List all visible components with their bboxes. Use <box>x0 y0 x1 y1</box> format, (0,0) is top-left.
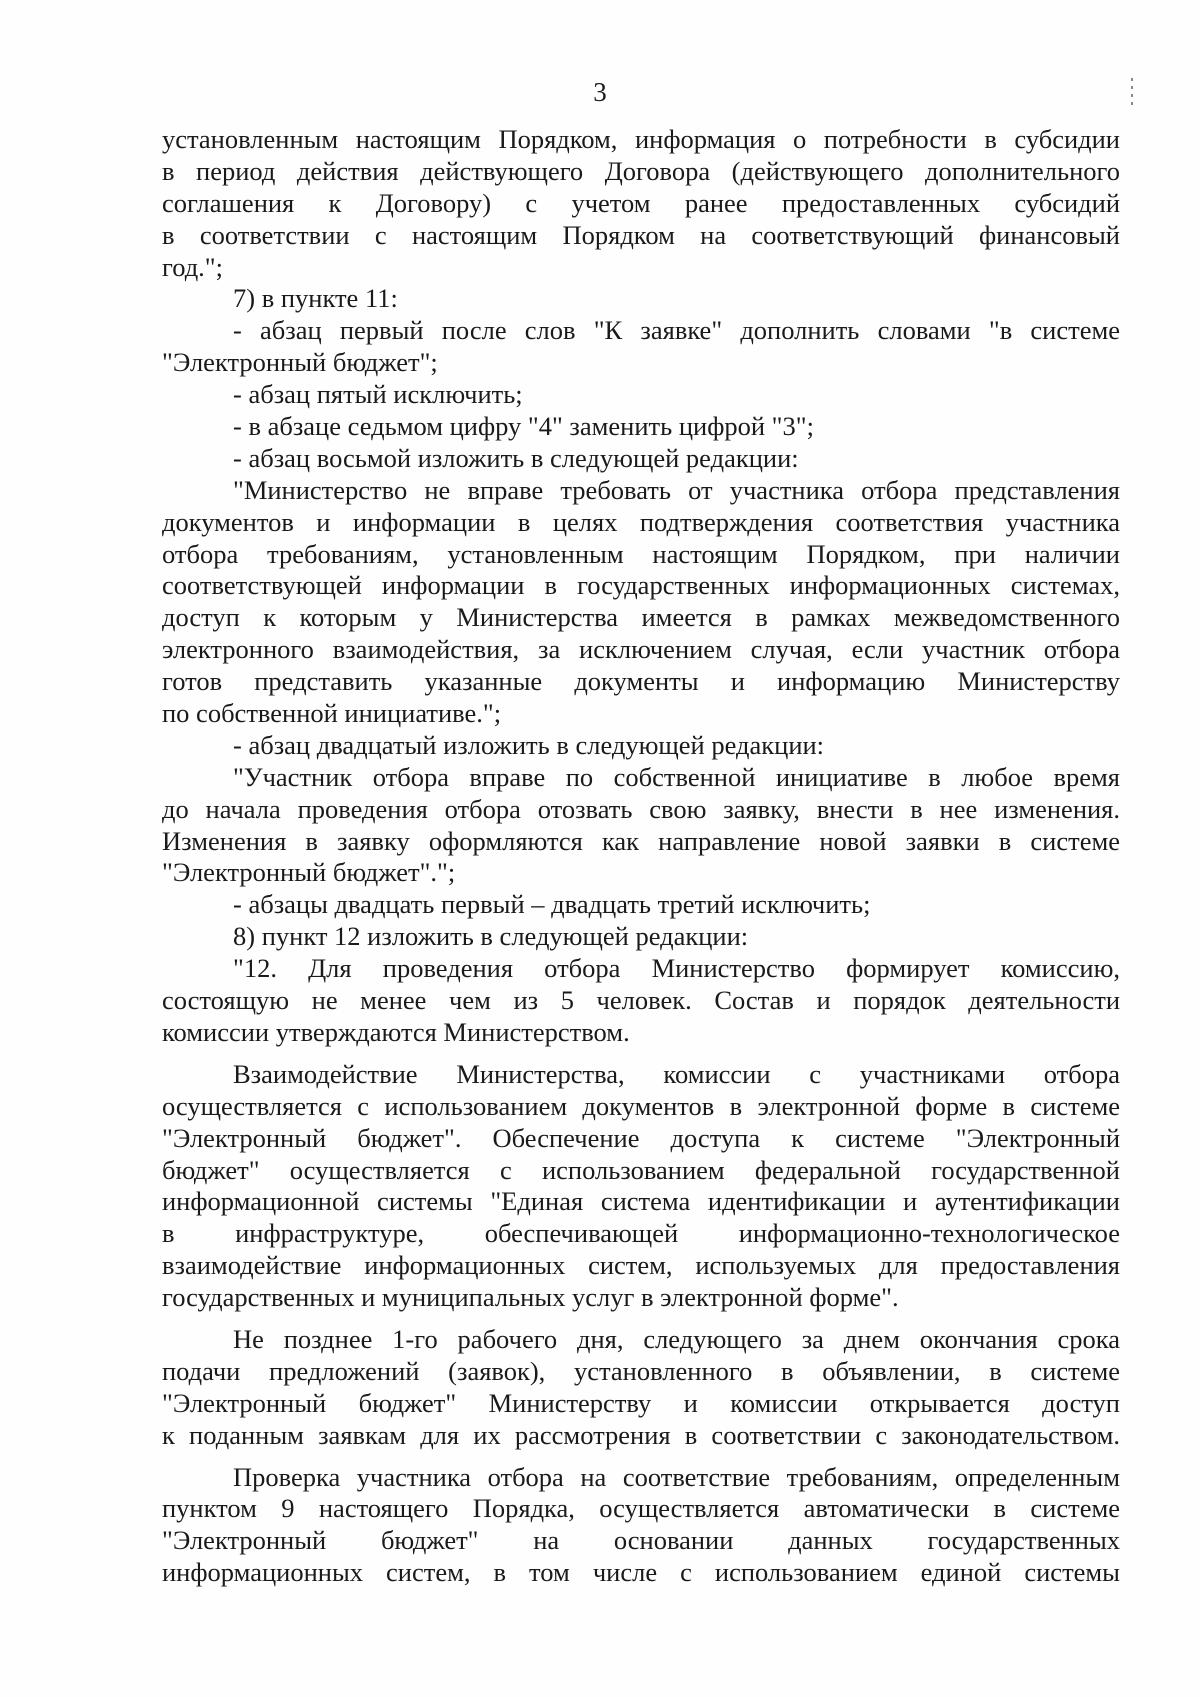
text-line: установленным настоящим Порядком, информация о потребности в субсидии <box>162 124 1120 154</box>
scan-artifact <box>1131 86 1133 89</box>
text-line: государственных и муниципальных услуг в электронной форме". <box>162 1282 899 1313</box>
text-line: к поданным заявкам для их рассмотрения в соответствии с законодательством. <box>162 1419 1120 1450</box>
text-line: по собственной инициативе."; <box>162 698 502 729</box>
document-body <box>162 124 1120 1589</box>
text-line: "Участник отбора вправе по собственной инициативе в любое время <box>233 761 1120 792</box>
text-line: "Министерство не вправе требовать от участника отбора представления <box>233 474 1120 505</box>
text-line: "Электронный бюджет" на основании данных государственных <box>162 1525 1120 1556</box>
text-line: отбора требованиям, установленным настоящим Порядком, при наличии <box>162 538 1120 569</box>
text-line: год."; <box>162 251 223 282</box>
text-line: документов и информации в целях подтверждения соответствия участника <box>162 506 1120 537</box>
text-line: состоящую не менее чем из 5 человек. Состав и порядок деятельности <box>162 985 1120 1016</box>
text-line: в соответствии с настоящим Порядком на соответствующий финансовый <box>162 219 1120 250</box>
text-line: электронного взаимодействия, за исключением случая, если участник отбора <box>162 634 1120 665</box>
text-line: - абзацы двадцать первый – двадцать третий исключить; <box>233 889 871 920</box>
text-line: осуществляется с использованием документов в электронной форме в системе <box>162 1090 1120 1121</box>
text-line: Проверка участника отбора на соответствие требованиям, определенным <box>233 1461 1120 1492</box>
text-line: - абзац восьмой изложить в следующей редакции: <box>233 442 799 473</box>
text-line: - абзац двадцатый изложить в следующей редакции: <box>233 729 825 760</box>
text-line: подачи предложений (заявок), установленного в объявлении, в системе <box>162 1355 1120 1386</box>
text-line: доступ к которым у Министерства имеется в рамках межведомственного <box>162 602 1120 633</box>
text-line: 7) в пункте 11: <box>233 283 398 314</box>
text-line: соответствующей информации в государственных информационных системах, <box>162 570 1120 601</box>
text-line: в период действия действующего Договора (действующего дополнительного <box>162 155 1120 186</box>
text-line: Взаимодействие Министерства, комиссии с участниками отбора <box>233 1058 1120 1089</box>
text-line: - в абзаце седьмом цифру "4" заменить цифрой "3"; <box>233 411 814 442</box>
text-line: "Электронный бюджет". Обеспечение доступа к системе "Электронный <box>162 1122 1120 1153</box>
page-number: 3 <box>593 77 607 107</box>
scan-artifact <box>1131 78 1133 81</box>
text-line: "12. Для проведения отбора Министерство формирует комиссию, <box>233 953 1120 984</box>
text-line: готов представить указанные документы и информацию Министерству <box>162 666 1120 697</box>
text-line: Изменения в заявку оформляются как направление новой заявки в системе <box>162 825 1120 856</box>
text-line: взаимодействие информационных систем, используемых для предоставления <box>162 1250 1120 1281</box>
text-line: пунктом 9 настоящего Порядка, осуществляется автоматически в системе <box>162 1493 1120 1524</box>
scan-artifact <box>1131 102 1133 105</box>
text-line: в инфраструктуре, обеспечивающей информационно-технологическое <box>162 1218 1120 1249</box>
text-line: "Электронный бюджет"."; <box>162 857 456 888</box>
text-line: 8) пункт 12 изложить в следующей редакции: <box>233 921 749 952</box>
text-line: информационной системы "Единая система идентификации и аутентификации <box>162 1186 1120 1217</box>
text-line: информационных систем, в том числе с использованием единой системы <box>162 1557 1120 1588</box>
text-line: Не позднее 1-го рабочего дня, следующего за днем окончания срока <box>233 1323 1120 1354</box>
scan-artifact <box>1131 94 1133 97</box>
text-line: "Электронный бюджет" Министерству и комиссии открывается доступ <box>162 1387 1120 1418</box>
text-line: "Электронный бюджет"; <box>162 347 438 378</box>
text-line: - абзац пятый исключить; <box>233 379 523 410</box>
text-line: - абзац первый после слов "К заявке" дополнить словами "в системе <box>233 315 1120 346</box>
text-line: комиссии утверждаются Министерством. <box>162 1016 630 1047</box>
text-line: до начала проведения отбора отозвать свою заявку, внести в нее изменения. <box>162 793 1120 824</box>
text-line: бюджет" осуществляется с использованием федеральной государственной <box>162 1154 1120 1185</box>
text-line: соглашения к Договору) с учетом ранее предоставленных субсидий <box>162 187 1120 218</box>
